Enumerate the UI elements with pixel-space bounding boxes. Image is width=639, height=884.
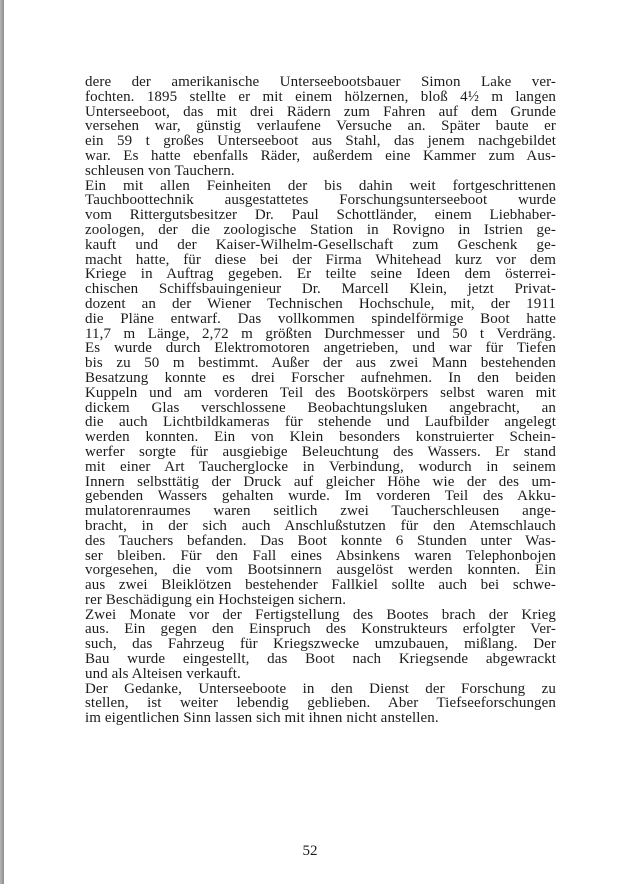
text-line: versehen war, günstig verlaufene Versuche an. Später baute er — [85, 118, 556, 135]
text-line: Ein mit allen Feinheiten der bis dahin weit fortgeschrittenen — [85, 177, 556, 194]
text-line: chischen Schiffsbauingenieur Dr. Marcell Klein, jetzt Privat- — [85, 281, 556, 298]
text-line: such, das Fahrzeug für Kriegszwecke umzubauen, mißlang. Der — [85, 636, 556, 653]
text-line: und als Alteisen verkauft. — [85, 665, 241, 682]
text-line: war. Es hatte ebenfalls Räder, außerdem eine Kammer zum Aus- — [85, 147, 556, 164]
text-line: macht hatte, für diese bei der Firma Whitehead kurz vor dem — [85, 251, 556, 268]
text-line: Es wurde durch Elektromotoren angetrieben, und war für Tiefen — [85, 340, 556, 357]
text-line: Kriege in Auftrag gegeben. Er teilte seine Ideen dem österrei- — [85, 266, 556, 283]
text-line: werden konnten. Ein von Klein besonders konstruierter Schein- — [85, 429, 556, 446]
body-text — [85, 75, 556, 726]
text-line: dickem Glas verschlossene Beobachtungsluken angebracht, an — [85, 399, 556, 416]
page-number: 52 — [302, 843, 318, 859]
text-line: Unterseeboot, das mit drei Rädern zum Fahren auf dem Grunde — [85, 103, 556, 120]
text-line: Bau wurde eingestellt, das Boot nach Kriegsende abgewrackt — [85, 651, 556, 668]
text-line: vom Rittergutsbesitzer Dr. Paul Schottländer, einem Liebhaber- — [85, 207, 556, 224]
text-line: schleusen von Tauchern. — [85, 162, 235, 179]
text-line: kauft und der Kaiser-Wilhelm-Gesellschaft zum Geschenk ge- — [85, 236, 556, 253]
text-line: mulatorenraumes waren seitlich zwei Taucherschleusen ange- — [85, 503, 556, 520]
text-line: bis zu 50 m bestimmt. Außer der aus zwei Mann bestehenden — [85, 355, 556, 372]
text-line: dozent an der Wiener Technischen Hochschule, mit, der 1911 — [85, 295, 556, 312]
text-line: mit einer Art Taucherglocke in Verbindung, wodurch in seinem — [85, 458, 556, 475]
text-line: ein 59 t großes Unterseeboot aus Stahl, das jenem nachgebildet — [85, 133, 556, 150]
text-line: zoologen, der die zoologische Station in Rovigno in Istrien ge- — [85, 221, 556, 238]
text-line: gebenden Wassers gehalten wurde. Im vorderen Teil des Akku- — [85, 488, 556, 505]
scan-edge-artifact — [0, 0, 4, 884]
text-line: werfer sorgte für ausgiebige Beleuchtung des Wassers. Er stand — [85, 443, 556, 460]
text-line: die Pläne entwarf. Das vollkommen spindelförmige Boot hatte — [85, 310, 556, 327]
text-line: Zwei Monate vor der Fertigstellung des Bootes brach der Krieg — [85, 606, 556, 623]
text-line: Innern selbsttätig der Druck auf gleicher Höhe wie der des um- — [85, 473, 556, 490]
text-line: 11,7 m Länge, 2,72 m größten Durchmesser und 50 t Verdräng. — [85, 325, 556, 342]
text-line: Kuppeln und am vorderen Teil des Bootskörpers selbst waren mit — [85, 384, 556, 401]
text-line: aus zwei Bleiklötzen bestehender Fallkiel sollte auch bei schwe- — [85, 577, 556, 594]
text-line: fochten. 1895 stellte er mit einem hölzernen, bloß 4½ m langen — [85, 88, 556, 105]
text-line: die auch Lichtbildkameras für stehende und Laufbilder angelegt — [85, 414, 556, 431]
text-line: im eigentlichen Sinn lassen sich mit ihnen nicht anstellen. — [85, 710, 439, 727]
text-line: vorgesehen, die vom Bootsinnern ausgelöst werden konnten. Ein — [85, 562, 556, 579]
text-line: stellen, ist weiter lebendig geblieben. Aber Tiefseeforschungen — [85, 695, 556, 712]
text-line: rer Beschädigung ein Hochsteigen sichern. — [85, 591, 347, 608]
text-line: bracht, in der sich auch Anschlußstutzen für den Atemschlauch — [85, 517, 556, 534]
text-line: des Tauchers befanden. Das Boot konnte 6 Stunden unter Was- — [85, 532, 556, 549]
text-line: aus. Ein gegen den Einspruch des Konstrukteurs erfolgter Ver- — [85, 621, 556, 638]
text-line: ser bleiben. Für den Fall eines Absinkens waren Telephonbojen — [85, 547, 556, 564]
text-line: Der Gedanke, Unterseeboote in den Dienst der Forschung zu — [85, 680, 556, 697]
text-line: Tauchboottechnik ausgestattetes Forschungsunterseeboot wurde — [85, 192, 556, 209]
text-line: Besatzung konnte es drei Forscher aufnehmen. In den beiden — [85, 369, 556, 386]
text-line: dere der amerikanische Unterseebootsbauer Simon Lake ver- — [85, 74, 556, 90]
